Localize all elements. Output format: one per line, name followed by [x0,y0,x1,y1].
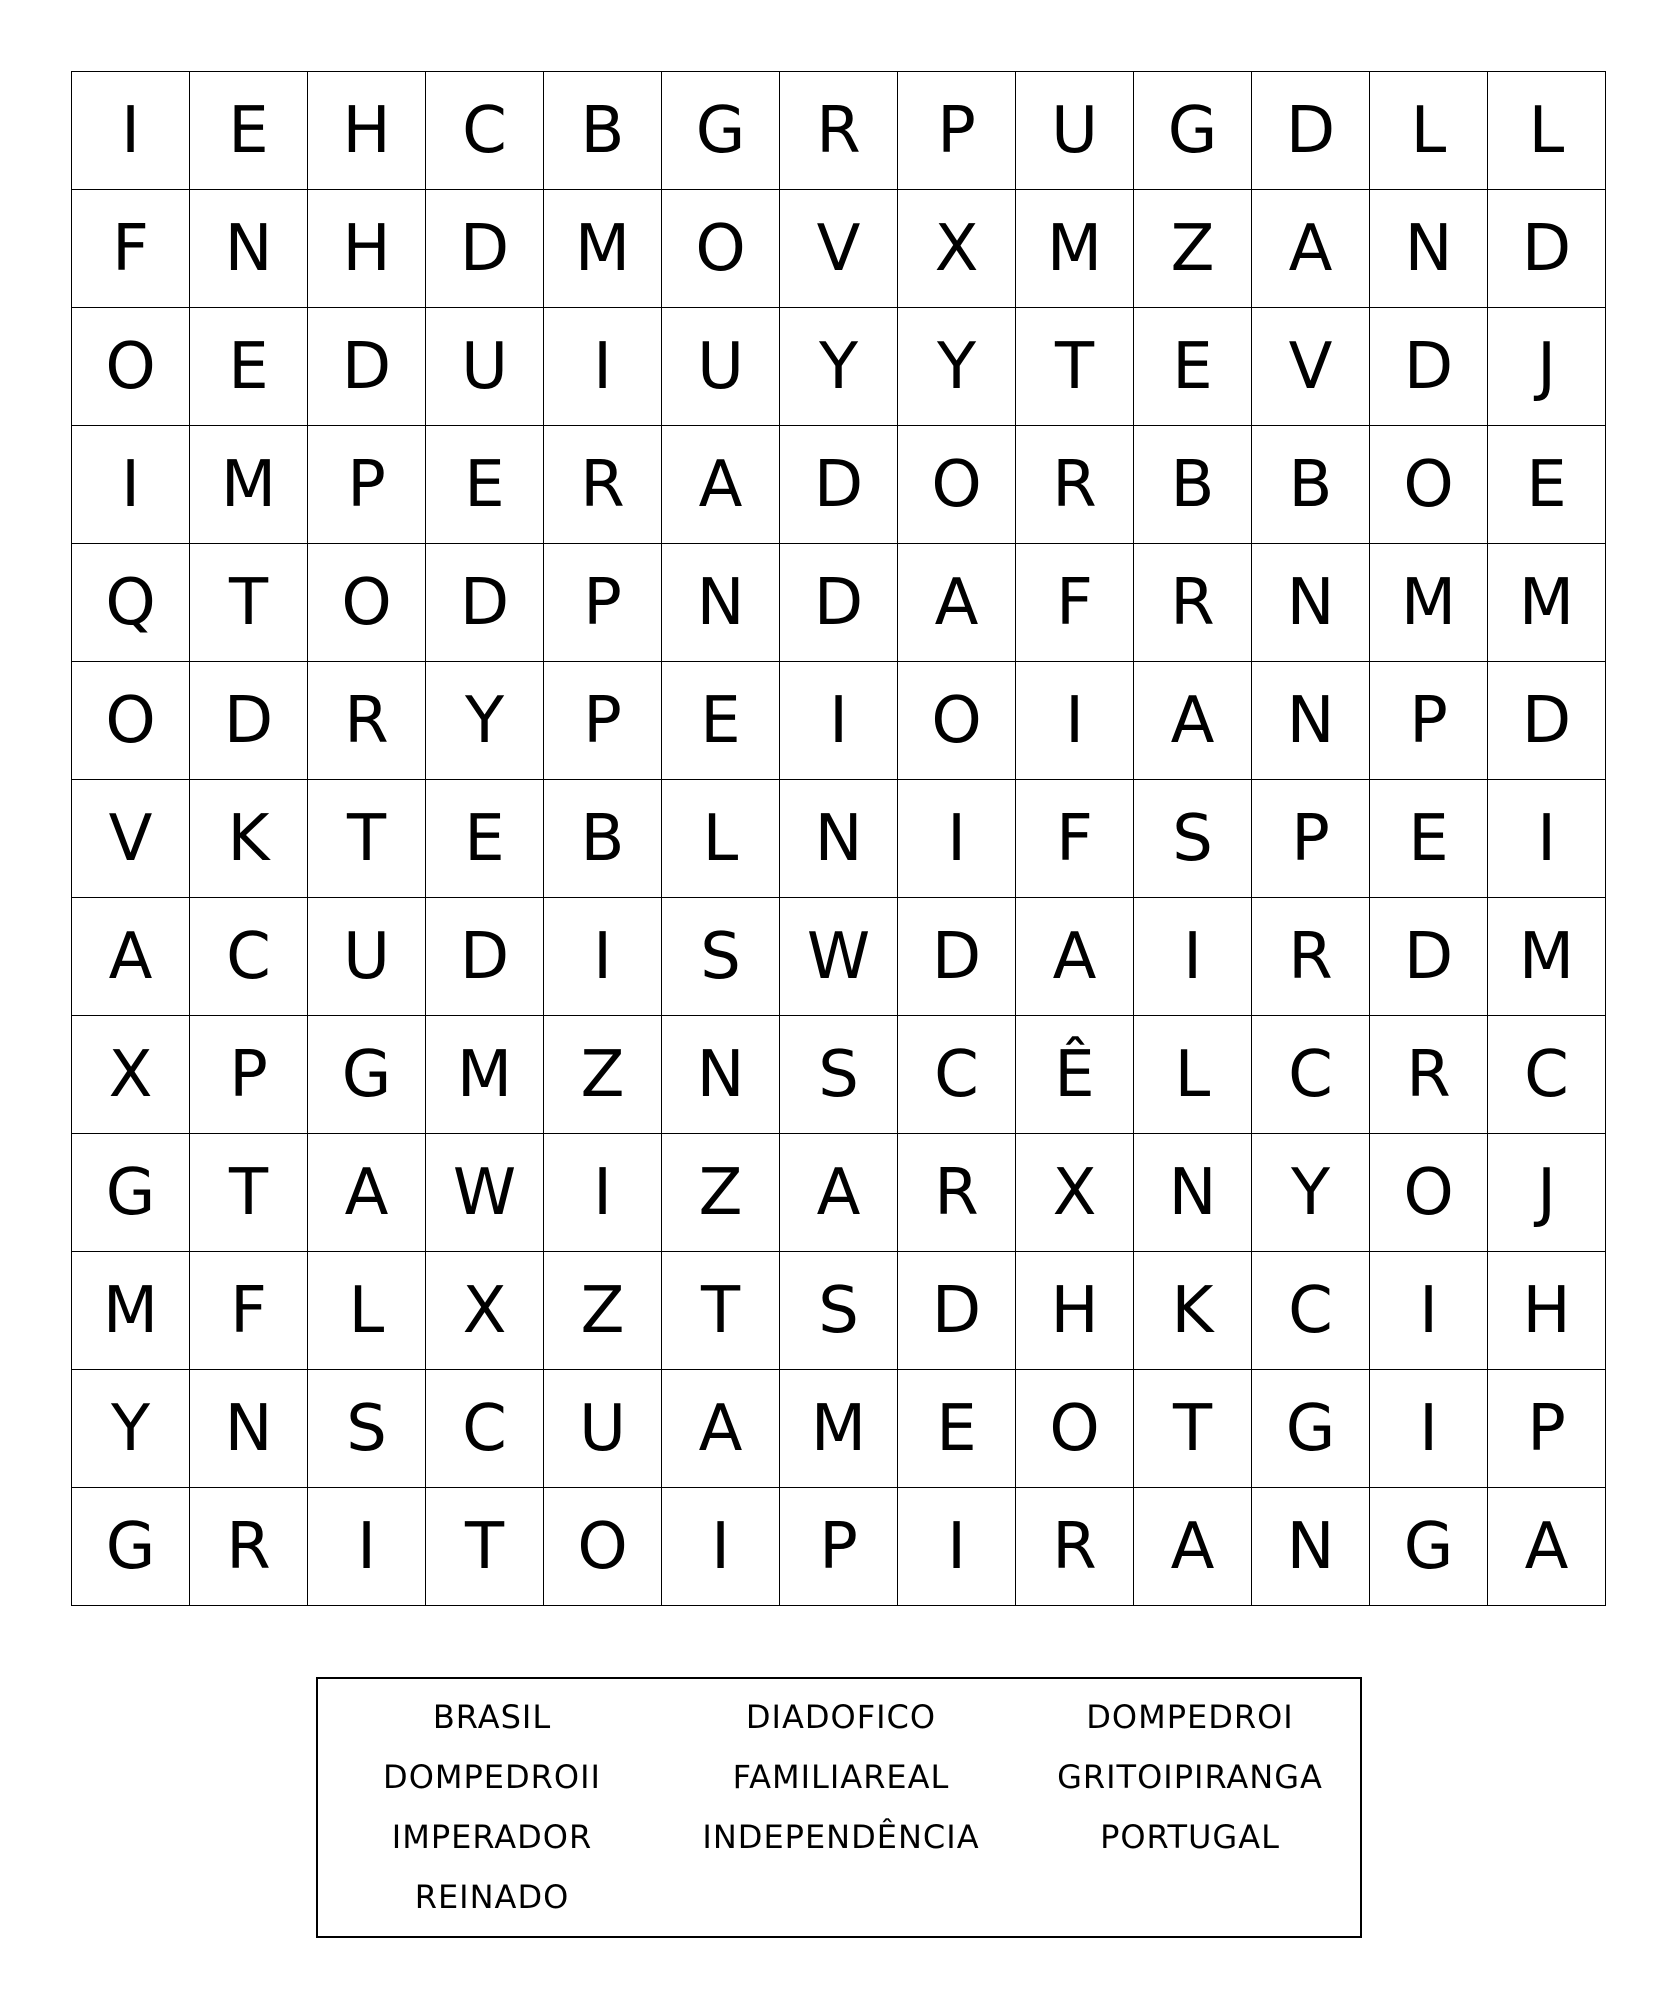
grid-cell[interactable]: O [898,662,1016,780]
grid-cell[interactable]: R [1134,544,1252,662]
grid-cell[interactable]: R [1252,898,1370,1016]
grid-cell[interactable]: L [1488,72,1606,190]
word-list-item: BRASIL [432,1698,552,1736]
grid-cell[interactable]: D [780,544,898,662]
grid-cell[interactable]: R [1016,426,1134,544]
grid-cell[interactable]: E [190,308,308,426]
grid-cell[interactable]: B [544,72,662,190]
grid-cell[interactable]: M [780,1370,898,1488]
grid-cell[interactable]: I [662,1488,780,1606]
grid-cell[interactable]: E [426,426,544,544]
grid-cell[interactable]: C [1252,1016,1370,1134]
grid-cell[interactable]: V [1252,308,1370,426]
grid-cell[interactable]: D [898,1252,1016,1370]
grid-cell[interactable]: B [1252,426,1370,544]
grid-cell[interactable]: A [72,898,190,1016]
grid-cell[interactable]: Z [544,1016,662,1134]
grid-cell[interactable]: N [662,544,780,662]
grid-cell[interactable]: R [190,1488,308,1606]
grid-cell[interactable]: I [72,72,190,190]
grid-cell[interactable]: A [780,1134,898,1252]
grid-cell[interactable]: T [426,1488,544,1606]
grid-cell[interactable]: Z [1134,190,1252,308]
grid-cell[interactable]: I [1370,1370,1488,1488]
grid-cell[interactable]: T [1016,308,1134,426]
grid-cell[interactable]: M [1488,898,1606,1016]
grid-cell[interactable]: D [426,190,544,308]
grid-cell[interactable]: A [1016,898,1134,1016]
grid-cell[interactable]: F [1016,544,1134,662]
grid-cell[interactable]: U [426,308,544,426]
grid-cell[interactable]: P [544,662,662,780]
grid-cell[interactable]: X [898,190,1016,308]
grid-cell[interactable]: I [1016,662,1134,780]
grid-cell[interactable]: T [308,780,426,898]
grid-cell[interactable]: J [1488,1134,1606,1252]
grid-cell[interactable]: X [1016,1134,1134,1252]
grid-cell[interactable]: Z [662,1134,780,1252]
grid-cell[interactable]: A [1488,1488,1606,1606]
grid-cell[interactable]: M [1370,544,1488,662]
grid-cell[interactable]: Y [72,1370,190,1488]
grid-cell[interactable]: W [426,1134,544,1252]
grid-cell[interactable]: A [308,1134,426,1252]
grid-cell[interactable]: M [1016,190,1134,308]
grid-cell[interactable]: I [544,898,662,1016]
grid-cell[interactable]: S [662,898,780,1016]
grid-cell[interactable]: N [1370,190,1488,308]
grid-cell[interactable]: Y [780,308,898,426]
grid-cell[interactable]: C [1252,1252,1370,1370]
grid-cell[interactable]: T [190,544,308,662]
grid-cell[interactable]: O [1370,1134,1488,1252]
grid-cell[interactable]: G [1370,1488,1488,1606]
grid-cell[interactable]: G [72,1488,190,1606]
grid-cell[interactable]: M [1488,544,1606,662]
grid-cell[interactable]: V [72,780,190,898]
grid-cell[interactable]: Z [544,1252,662,1370]
grid-cell[interactable]: D [1252,72,1370,190]
grid-cell[interactable]: N [1252,1488,1370,1606]
grid-cell[interactable]: E [662,662,780,780]
grid-cell[interactable]: D [1370,898,1488,1016]
grid-cell[interactable]: C [426,72,544,190]
grid-cell[interactable]: U [308,898,426,1016]
grid-cell[interactable]: E [1370,780,1488,898]
grid-cell[interactable]: Q [72,544,190,662]
grid-cell[interactable]: P [544,544,662,662]
grid-cell[interactable]: E [426,780,544,898]
word-list-item: GRITOIPIRANGA [1057,1758,1323,1796]
grid-cell[interactable]: I [1370,1252,1488,1370]
grid-cell[interactable]: K [1134,1252,1252,1370]
grid-cell[interactable]: W [780,898,898,1016]
grid-cell[interactable]: P [780,1488,898,1606]
grid-cell[interactable]: M [72,1252,190,1370]
grid-cell[interactable]: Y [1252,1134,1370,1252]
grid-cell[interactable]: D [1370,308,1488,426]
grid-cell[interactable]: O [72,662,190,780]
grid-cell[interactable]: I [898,780,1016,898]
grid-cell[interactable]: G [1134,72,1252,190]
grid-cell[interactable]: A [1134,662,1252,780]
grid-cell[interactable]: I [780,662,898,780]
grid-cell[interactable]: E [1488,426,1606,544]
grid-cell[interactable]: Y [898,308,1016,426]
grid-cell[interactable]: L [662,780,780,898]
grid-cell[interactable]: R [780,72,898,190]
grid-cell[interactable]: V [780,190,898,308]
grid-cell[interactable]: M [190,426,308,544]
grid-cell[interactable]: R [1370,1016,1488,1134]
grid-cell[interactable]: I [72,426,190,544]
grid-cell[interactable]: F [1016,780,1134,898]
grid-cell[interactable]: G [72,1134,190,1252]
word-list-item: FAMILIAREAL [732,1758,950,1796]
grid-cell[interactable]: P [898,72,1016,190]
letter-grid [71,71,1606,1606]
grid-cell[interactable]: N [780,780,898,898]
grid-cell[interactable]: G [308,1016,426,1134]
grid-cell[interactable]: B [1134,426,1252,544]
grid-cell[interactable]: G [1252,1370,1370,1488]
grid-cell[interactable]: T [190,1134,308,1252]
grid-cell[interactable]: Ê [1016,1016,1134,1134]
grid-cell[interactable]: M [544,190,662,308]
grid-cell[interactable]: I [1134,898,1252,1016]
grid-cell[interactable]: I [1488,780,1606,898]
grid-cell[interactable]: N [662,1016,780,1134]
grid-cell[interactable]: L [308,1252,426,1370]
grid-cell[interactable]: D [780,426,898,544]
grid-cell[interactable]: P [1252,780,1370,898]
grid-cell[interactable]: O [898,426,1016,544]
grid-cell[interactable]: C [898,1016,1016,1134]
grid-cell[interactable]: R [544,426,662,544]
grid-cell[interactable]: A [662,426,780,544]
grid-cell[interactable]: M [426,1016,544,1134]
grid-cell[interactable]: O [1016,1370,1134,1488]
grid-cell[interactable]: J [1488,308,1606,426]
grid-cell[interactable]: T [662,1252,780,1370]
grid-cell[interactable]: D [426,898,544,1016]
grid-cell[interactable]: P [308,426,426,544]
grid-cell[interactable]: F [190,1252,308,1370]
grid-cell[interactable]: S [1134,780,1252,898]
grid-cell[interactable]: Y [426,662,544,780]
grid-cell[interactable]: S [780,1016,898,1134]
grid-cell[interactable]: N [1134,1134,1252,1252]
grid-cell[interactable]: K [190,780,308,898]
grid-cell[interactable]: H [308,72,426,190]
word-list-item: REINADO [414,1878,570,1916]
grid-cell[interactable]: D [190,662,308,780]
grid-cell[interactable]: X [72,1016,190,1134]
grid-cell[interactable]: N [190,1370,308,1488]
grid-cell[interactable]: N [190,190,308,308]
grid-cell[interactable]: U [544,1370,662,1488]
grid-cell[interactable]: I [898,1488,1016,1606]
grid-cell[interactable]: D [1488,662,1606,780]
grid-cell[interactable]: N [1252,544,1370,662]
grid-cell[interactable]: C [190,898,308,1016]
grid-cell[interactable]: A [898,544,1016,662]
grid-cell[interactable]: O [308,544,426,662]
grid-cell[interactable]: P [1488,1370,1606,1488]
grid-cell[interactable]: B [544,780,662,898]
word-list [318,1697,1360,1937]
grid-cell[interactable]: A [1134,1488,1252,1606]
grid-cell[interactable]: R [308,662,426,780]
grid-cell[interactable]: A [1252,190,1370,308]
grid-cell[interactable]: R [898,1134,1016,1252]
grid-cell[interactable]: D [308,308,426,426]
word-list-item: DOMPEDROII [383,1758,601,1796]
grid-cell[interactable]: P [1370,662,1488,780]
word-list-item: DOMPEDROI [1086,1698,1294,1736]
grid-cell[interactable]: C [426,1370,544,1488]
grid-cell[interactable]: U [1016,72,1134,190]
word-list-box [316,1677,1362,1938]
grid-cell[interactable]: P [190,1016,308,1134]
grid-cell[interactable]: O [662,190,780,308]
grid-cell[interactable]: L [1134,1016,1252,1134]
grid-cell[interactable]: D [426,544,544,662]
word-list-item: PORTUGAL [1100,1818,1280,1856]
grid-cell[interactable]: O [1370,426,1488,544]
word-list-item: DIADOFICO [745,1698,937,1736]
grid-cell[interactable]: D [898,898,1016,1016]
grid-cell[interactable]: T [1134,1370,1252,1488]
grid-cell[interactable]: A [662,1370,780,1488]
grid-cell[interactable]: D [1488,190,1606,308]
word-list-item: INDEPENDÊNCIA [702,1818,980,1856]
grid-cell[interactable]: E [898,1370,1016,1488]
grid-cell[interactable]: X [426,1252,544,1370]
grid-cell[interactable]: N [1252,662,1370,780]
grid-cell[interactable]: H [1016,1252,1134,1370]
grid-cell[interactable]: E [190,72,308,190]
word-list-item: IMPERADOR [391,1818,593,1856]
grid-cell[interactable]: U [662,308,780,426]
grid-cell[interactable]: R [1016,1488,1134,1606]
grid-cell[interactable]: E [1134,308,1252,426]
grid-cell[interactable]: O [72,308,190,426]
grid-cell[interactable]: F [72,190,190,308]
grid-cell[interactable]: L [1370,72,1488,190]
grid-cell[interactable]: C [1488,1016,1606,1134]
grid-cell[interactable]: G [662,72,780,190]
grid-cell[interactable]: H [1488,1252,1606,1370]
grid-cell[interactable]: I [544,308,662,426]
grid-cell[interactable]: S [308,1370,426,1488]
grid-cell[interactable]: I [544,1134,662,1252]
grid-cell[interactable]: I [308,1488,426,1606]
grid-cell[interactable]: S [780,1252,898,1370]
grid-cell[interactable]: O [544,1488,662,1606]
grid-cell[interactable]: H [308,190,426,308]
